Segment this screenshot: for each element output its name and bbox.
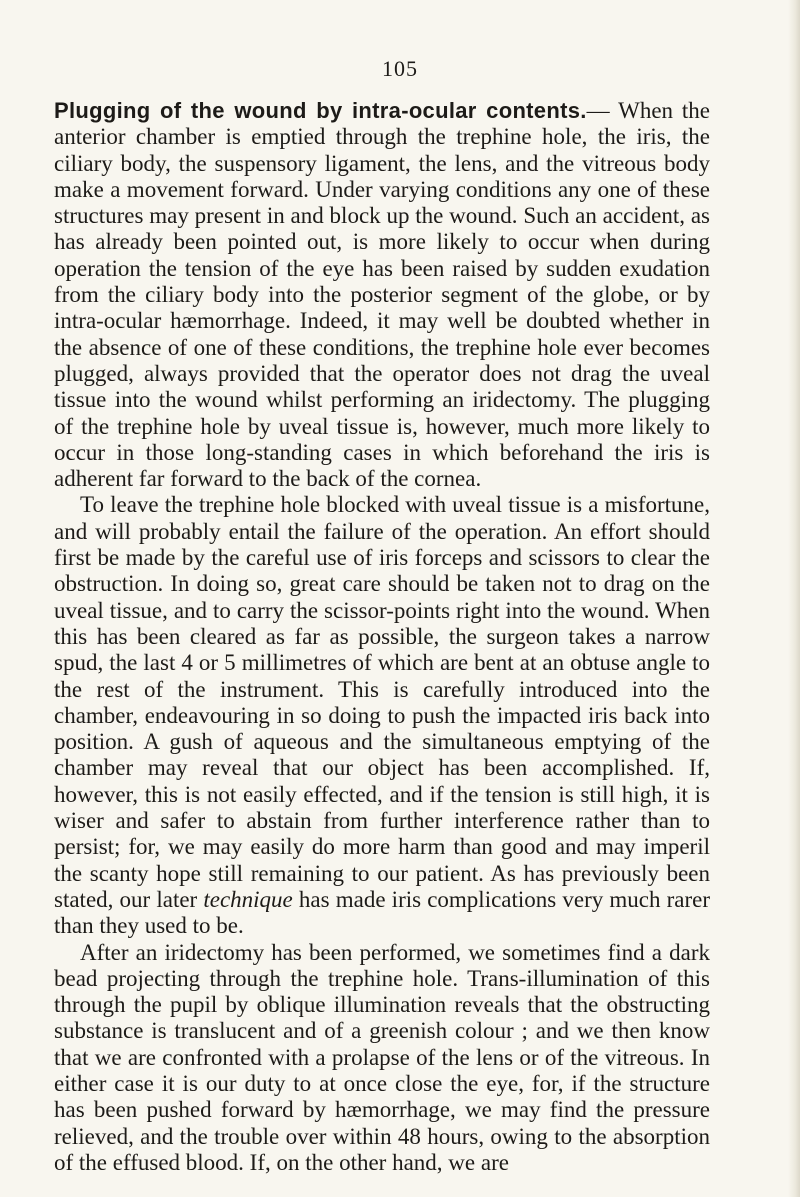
paragraph-iridectomy [54, 940, 710, 1177]
paragraph-plugging [54, 98, 710, 492]
paragraph-3-text: After an iridectomy has been performed, we sometimes find a dark bead projecting through the trephine hole. Trans-illumination of this through the pupil by oblique illumination reveals that the obstructing substance is translucent and of a greenish colour ; and we then know that we are confronted with a prolapse of the lens or of the vitreous. In either case it is our duty to at once close the eye, for, if the structure has been pushed forward by hæmorrhage, we may find the pressure relieved, and the trouble over within 48 hours, owing to the absorption of the effused blood. If, on the other hand, we are [54, 939, 710, 1175]
paragraph-2-text: To leave the trephine hole blocked with uveal tissue is a misfortune, and will probably entail the failure of the operation. An effort should first be made by the careful use of iris forceps and scissors to clear the obstruction. In doing so, great care should be taken not to drag on the uveal tissue, and to carry the scissor-points right into the wound. When this has been cleared as far as possible, the surgeon takes a narrow spud, the last 4 or 5 millimetres of which are bent at an obtuse angle to the rest of the instrument. This is carefully introduced into the chamber, endeavouring in so doing to push the impacted iris back into position. A gush of aqueous and the simultaneous emptying of the chamber may reveal that our object has been accomplished. If, however, this is not easily effected, and if the tension is still high, it is wiser and safer to abstain from further interference rather than to persist; for, we may easily do more harm than good and may imperil the scanty hope still remaining to our patient. As has previously been stated, our later [54, 492, 710, 912]
paragraph-1-text: When the anterior chamber is emptied through the trephine hole, the iris, the ciliary body, the suspensory ligament, the lens, and the vitreous body make a movement forward. Under varying conditions any one of these structures may present in and block up the wound. Such an accident, as has already been pointed out, is more likely to occur when during operation the tension of the eye has been raised by sudden exudation from the ciliary body into the posterior segment of the globe, or by intra-ocular hæmorrhage. Indeed, it may well be doubted whether in the absence of one of these conditions, the trephine hole ever becomes plugged, always provided that the operator does not drag the uveal tissue into the wound whilst performing an iridectomy. The plugging of the trephine hole by uveal tissue is, however, much more likely to occur in those long-standing cases in which beforehand the iris is adherent far forward to the back of the cornea. [54, 98, 710, 492]
text-column [54, 98, 710, 1176]
page-number: 105 [382, 56, 418, 81]
page-edge [788, 0, 800, 1197]
paragraph-trephine-blocked [54, 492, 710, 939]
section-heading: Plugging of the wound by intra-ocular contents. [54, 98, 587, 123]
heading-dash: — [586, 98, 610, 123]
italic-term: technique [203, 886, 293, 912]
paragraph-2-text-end: has made iris complications very much rarer than they used to be. [54, 886, 711, 939]
